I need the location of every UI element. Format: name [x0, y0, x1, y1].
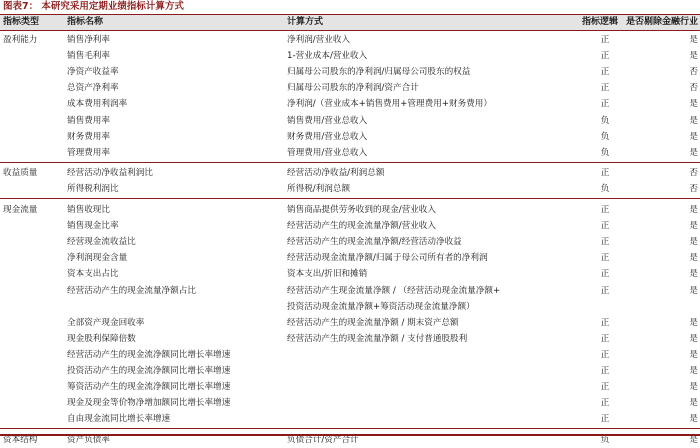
exclude-finance-cell: 是 [689, 349, 698, 360]
exclude-finance-cell: 是 [689, 205, 698, 215]
header-method: 计算方式 [287, 17, 324, 27]
logic-cell: 正 [600, 237, 610, 248]
calc-method-cell: 归属母公司股东的净利润/归属母公司股东的权益 [287, 67, 471, 78]
header-name: 指标名称 [67, 17, 104, 27]
logic-cell: 正 [600, 51, 610, 62]
indicator-name-cell: 销售费用率 [67, 115, 110, 126]
exclude-finance-cell: 是 [689, 131, 698, 142]
calc-method-cell: 经营活动现金流量净额/归属于母公司所有者的净利润 [287, 253, 488, 264]
calc-method-cell: 经营活动产生的现金流量净额/经营活动净收益 [287, 237, 462, 248]
exclude-finance-cell: 是 [689, 382, 698, 393]
indicator-name-cell: 净利润现金含量 [67, 253, 128, 264]
indicator-name-cell: 经营现金流收益比 [67, 237, 136, 248]
exclude-finance-cell: 是 [689, 35, 698, 45]
indicator-name-cell: 成本费用利润率 [67, 99, 128, 110]
group-separator [0, 198, 700, 199]
indicator-name-cell: 净资产收益率 [67, 67, 119, 78]
calc-method-cell: 归属母公司股东的净利润/资产合计 [287, 83, 419, 94]
indicator-name-cell: 总资产净利率 [67, 83, 119, 94]
exclude-finance-cell: 是 [689, 285, 698, 296]
calc-method-cell: 经营活动产生的现金流量净额 / 支付普通股股利 [287, 333, 468, 344]
indicator-name-cell: 全部资产现金回收率 [67, 317, 145, 328]
logic-cell: 正 [600, 414, 610, 425]
exclude-finance-cell: 否 [689, 67, 698, 78]
table-bottom-rule [0, 434, 700, 436]
indicator-name-cell: 所得税利润比 [67, 183, 119, 194]
exclude-finance-cell: 是 [689, 317, 698, 328]
indicator-name-cell: 管理费用率 [67, 147, 110, 158]
logic-cell: 正 [600, 285, 610, 296]
logic-cell: 负 [600, 147, 610, 158]
indicator-name-cell: 经营活动产生的现金流量净额占比 [67, 285, 196, 296]
indicator-name-cell: 筹资活动产生的现金流净额同比增长率增速 [67, 382, 231, 393]
exclude-finance-cell: 是 [689, 99, 698, 110]
group-separator [0, 428, 700, 429]
logic-cell: 正 [600, 398, 610, 409]
exclude-finance-cell: 是 [689, 115, 698, 126]
logic-cell: 负 [600, 131, 610, 142]
logic-cell: 负 [600, 115, 610, 126]
logic-cell: 正 [600, 317, 610, 328]
header-exclude: 是否剔除金融行业 [626, 17, 699, 27]
indicator-name-cell: 现金股利保障倍数 [67, 333, 136, 344]
exclude-finance-cell: 否 [689, 83, 698, 94]
exclude-finance-cell: 是 [689, 147, 698, 158]
exclude-finance-cell: 是 [689, 366, 698, 376]
logic-cell: 正 [600, 253, 610, 264]
indicator-name-cell: 现金及现金等价物净增加额同比增长率增速 [67, 398, 231, 409]
exclude-finance-cell: 是 [689, 221, 698, 232]
group-separator [0, 162, 700, 163]
header-bottom-rule [0, 30, 700, 31]
calc-method-cell: 经营活动净收益/利润总额 [287, 167, 385, 178]
calc-method-cell: 经营活动产生的现金流量净额 / 期末资产总额 [287, 317, 459, 328]
exclude-finance-cell: 否 [689, 167, 698, 178]
logic-cell: 正 [600, 167, 610, 178]
indicator-name-cell: 经营活动产生的现金流净额同比增长率增速 [67, 349, 231, 360]
indicator-type-cell: 现金流量 [3, 205, 38, 215]
exclude-finance-cell: 是 [689, 414, 698, 425]
calc-method-cell: 资本支出/折旧和摊销 [287, 269, 368, 280]
calc-method-cell: 经营活动产生现金流量净额 / （经营活动现金流量净额+ [287, 285, 501, 296]
indicator-name-cell: 经营活动净收益利润比 [67, 167, 153, 178]
exclude-finance-cell: 是 [689, 237, 698, 248]
indicator-name-cell: 销售净利率 [67, 35, 110, 45]
indicator-name-cell: 销售毛利率 [67, 51, 110, 62]
indicator-name-cell: 销售现金比率 [67, 221, 119, 232]
logic-cell: 负 [600, 183, 610, 194]
exclude-finance-cell: 否 [689, 183, 698, 194]
exclude-finance-cell: 是 [689, 435, 698, 446]
indicator-type-cell: 盈利能力 [3, 35, 38, 45]
calc-method-cell: 净利润/（营业成本+销售费用+管理费用+财务费用） [287, 99, 492, 110]
indicator-type-cell: 资本结构 [3, 435, 38, 446]
indicator-name-cell: 资产负债率 [67, 435, 110, 446]
calc-method-cell: 经营活动产生的现金流量净额/营业收入 [287, 221, 436, 232]
calc-method-cell: 所得税/利润总额 [287, 183, 351, 194]
calc-method-cell: 管理费用/营业总收入 [287, 147, 368, 158]
logic-cell: 正 [600, 382, 610, 393]
logic-cell [590, 299, 620, 315]
indicator-name-cell: 投资活动产生的现金流净额同比增长率增速 [67, 366, 231, 376]
header-logic: 指标逻辑 [582, 17, 619, 27]
indicator-type-cell: 收益质量 [3, 167, 38, 178]
logic-cell: 正 [600, 333, 610, 344]
logic-cell: 正 [600, 366, 610, 376]
calc-method-cell: 1-营业成本/营业收入 [287, 51, 368, 62]
exclude-finance-cell: 是 [689, 51, 698, 62]
logic-cell: 正 [600, 83, 610, 94]
logic-cell: 正 [600, 67, 610, 78]
exclude-finance-cell: 是 [689, 253, 698, 264]
calc-method-cell: 财务费用/营业总收入 [287, 131, 368, 142]
figure-title: 图表7： 本研究采用定期业绩指标计算方式 [3, 1, 184, 12]
logic-cell: 正 [600, 99, 610, 110]
logic-cell: 正 [600, 349, 610, 360]
indicator-name-cell: 自由现金流同比增长率增速 [67, 414, 171, 425]
indicator-name-cell: 销售收现比 [67, 205, 110, 215]
calc-method-cell: 负债合计/资产合计 [287, 435, 359, 446]
logic-cell: 正 [600, 35, 610, 45]
calc-method-cell: 净利润/营业收入 [287, 35, 351, 45]
logic-cell: 正 [600, 205, 610, 215]
calc-method-cell: 销售商品提供劳务收到的现金/营业收入 [287, 205, 436, 215]
indicator-name-cell: 资本支出占比 [67, 269, 119, 280]
exclude-finance-cell [650, 299, 700, 315]
calc-method-cell: 销售费用/营业总收入 [287, 115, 368, 126]
logic-cell: 正 [600, 269, 610, 280]
logic-cell: 负 [600, 435, 610, 446]
exclude-finance-cell: 是 [689, 333, 698, 344]
table-header [0, 15, 700, 30]
logic-cell: 正 [600, 221, 610, 232]
exclude-finance-cell: 是 [689, 269, 698, 280]
indicator-name-cell: 财务费用率 [67, 131, 110, 142]
calc-method-cell: 投资活动现金流量净额+筹资活动现金流量净额） [287, 301, 475, 312]
exclude-finance-cell: 是 [689, 398, 698, 409]
header-type: 指标类型 [3, 17, 40, 27]
